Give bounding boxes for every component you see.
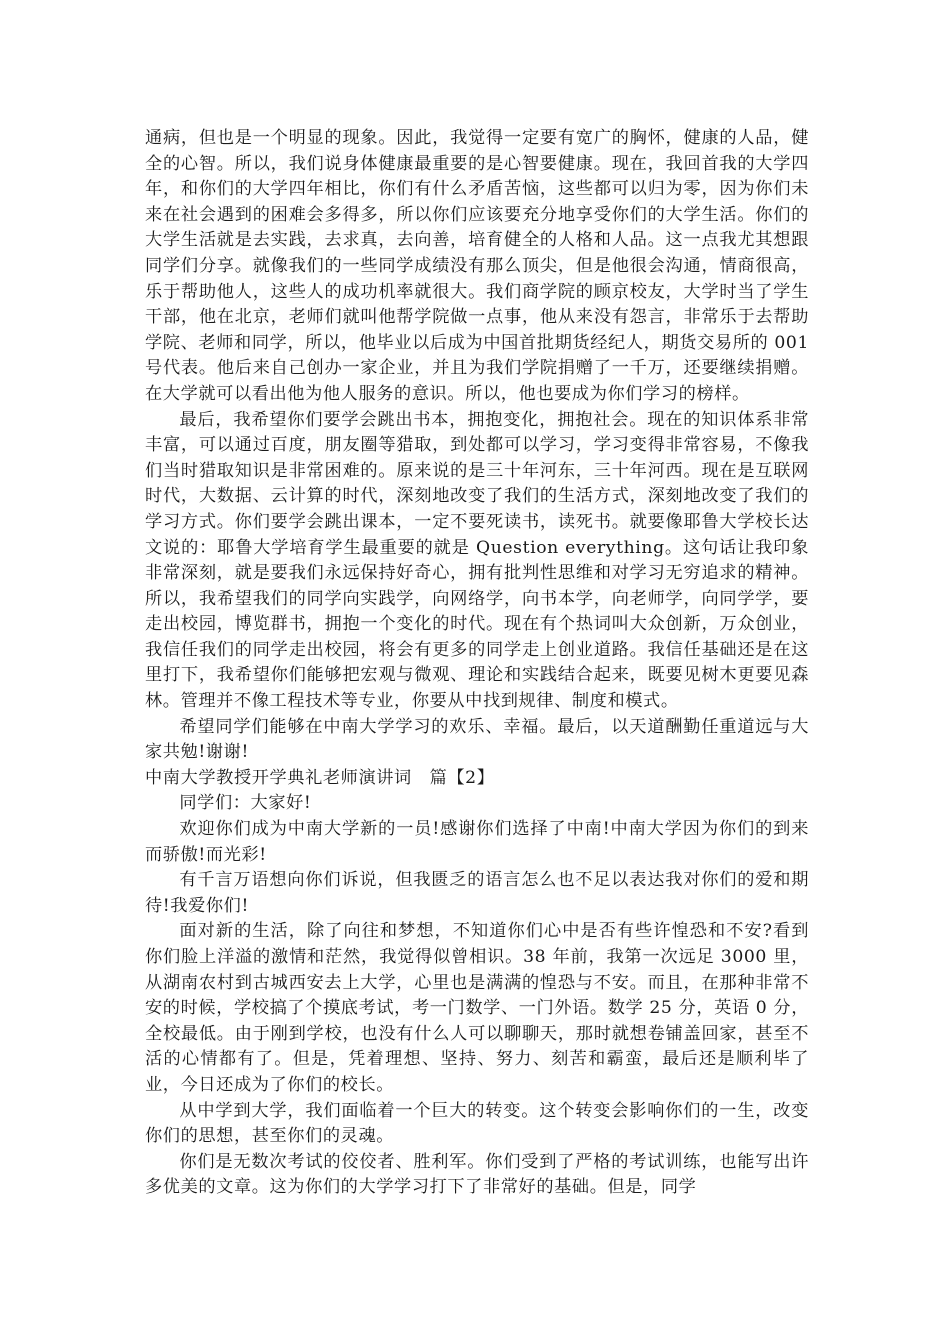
paragraph-3: 希望同学们能够在中南大学学习的欢乐、幸福。最后，以天道酬勤任重道远与大家共勉!谢谢! <box>145 716 809 763</box>
paragraph-9: 你们是无数次考试的佼佼者、胜利军。你们受到了严格的考试训练，也能写出许多优美的文章。这为你们的大学学习打下了非常好的基础。但是，同学 <box>145 1151 809 1198</box>
paragraph-1: 通病，但也是一个明显的现象。因此，我觉得一定要有宽广的胸怀，健康的人品，健全的心智。所以，我们说身体健康最重要的是心智要健康。现在，我回首我的大学四年，和你们的大学四年相比，你们有什么矛盾苦恼，这些都可以归为零，因为你们未来在社会遇到的困难会多得多，所以你们应该要充分地享受你们的大学生活。你们的大学生活就是去实践，去求真，去向善，培育健全的人格和人品。这一点我尤其想跟同学们分享。就像我们的一些同学成绩没有那么顶尖，但是他很会沟通，情商很高，乐于帮助他人，这些人的成功机率就很大。我们商学院的顾京校友，大学时当了学生干部，他在北京，老师们就叫他帮学院做一点事，他从来没有怨言，非常乐于去帮助学院、老师和同学，所以，他毕业以后成为中国首批期货经纪人，期货交易所的 001 号代表。他后来自己创办一家企业，并且为我们学院捐赠了一千万，还要继续捐赠。在大学就可以看出他为他人服务的意识。所以，他也要成为你们学习的榜样。 <box>145 128 809 404</box>
section-heading: 中南大学教授开学典礼老师演讲词 篇【2】 <box>145 767 495 788</box>
paragraph-5: 欢迎你们成为中南大学新的一员!感谢你们选择了中南!中南大学因为你们的到来而骄傲!而光彩! <box>145 819 809 865</box>
document-page <box>145 126 809 1201</box>
paragraph-8: 从中学到大学，我们面临着一个巨大的转变。这个转变会影响你们的一生，改变你们的思想，甚至你们的灵魂。 <box>145 1100 809 1147</box>
paragraph-2: 最后，我希望你们要学会跳出书本，拥抱变化，拥抱社会。现在的知识体系非常丰富，可以通过百度，朋友圈等猎取，到处都可以学习，学习变得非常容易，不像我们当时猎取知识是非常困难的。原来说的是三十年河东，三十年河西。现在是互联网时代，大数据、云计算的时代，深刻地改变了我们的生活方式，深刻地改变了我们的学习方式。你们要学会跳出课本，一定不要死读书，读死书。就要像耶鲁大学校长达文说的：耶鲁大学培育学生最重要的就是 Question everything。这句话让我印象非常深刻，就是要我们永远保持好奇心，拥有批判性思维和对学习无穷追求的精神。所以，我希望我们的同学向实践学，向网络学，向书本学，向老师学，向同学学，要走出校园，博览群书，拥抱一个变化的时代。现在有个热词叫大众创新，万众创业，我信任我们的同学走出校园，将会有更多的同学走上创业道路。我信任基础还是在这里打下，我希望你们能够把宏观与微观、理论和实践结合起来，既要见树木更要见森林。管理并不像工程技术等专业，你要从中找到规律、制度和模式。 <box>145 409 809 712</box>
paragraph-7: 面对新的生活，除了向往和梦想，不知道你们心中是否有些许惶恐和不安?看到你们脸上洋溢的激情和茫然，我觉得似曾相识。38 年前，我第一次远足 3000 里，从湖南农村到古城西安去上大学，心里也是满满的惶恐与不安。而且，在那种非常不安的时候，学校搞了个摸底考试，考一门数学、一门外语。数学 25 分，英语 0 分，全校最低。由于刚到学校，也没有什么人可以聊聊天，那时就想卷铺盖回家，甚至不活的心情都有了。但是，凭着理想、坚持、努力、刻苦和霸蛮，最后还是顺利毕了业，今日还成为了你们的校长。 <box>145 921 809 1095</box>
paragraph-greeting: 同学们：大家好! <box>179 793 312 814</box>
paragraph-6: 有千言万语想向你们诉说，但我匮乏的语言怎么也不足以表达我对你们的爱和期待!我爱你们! <box>145 870 809 916</box>
